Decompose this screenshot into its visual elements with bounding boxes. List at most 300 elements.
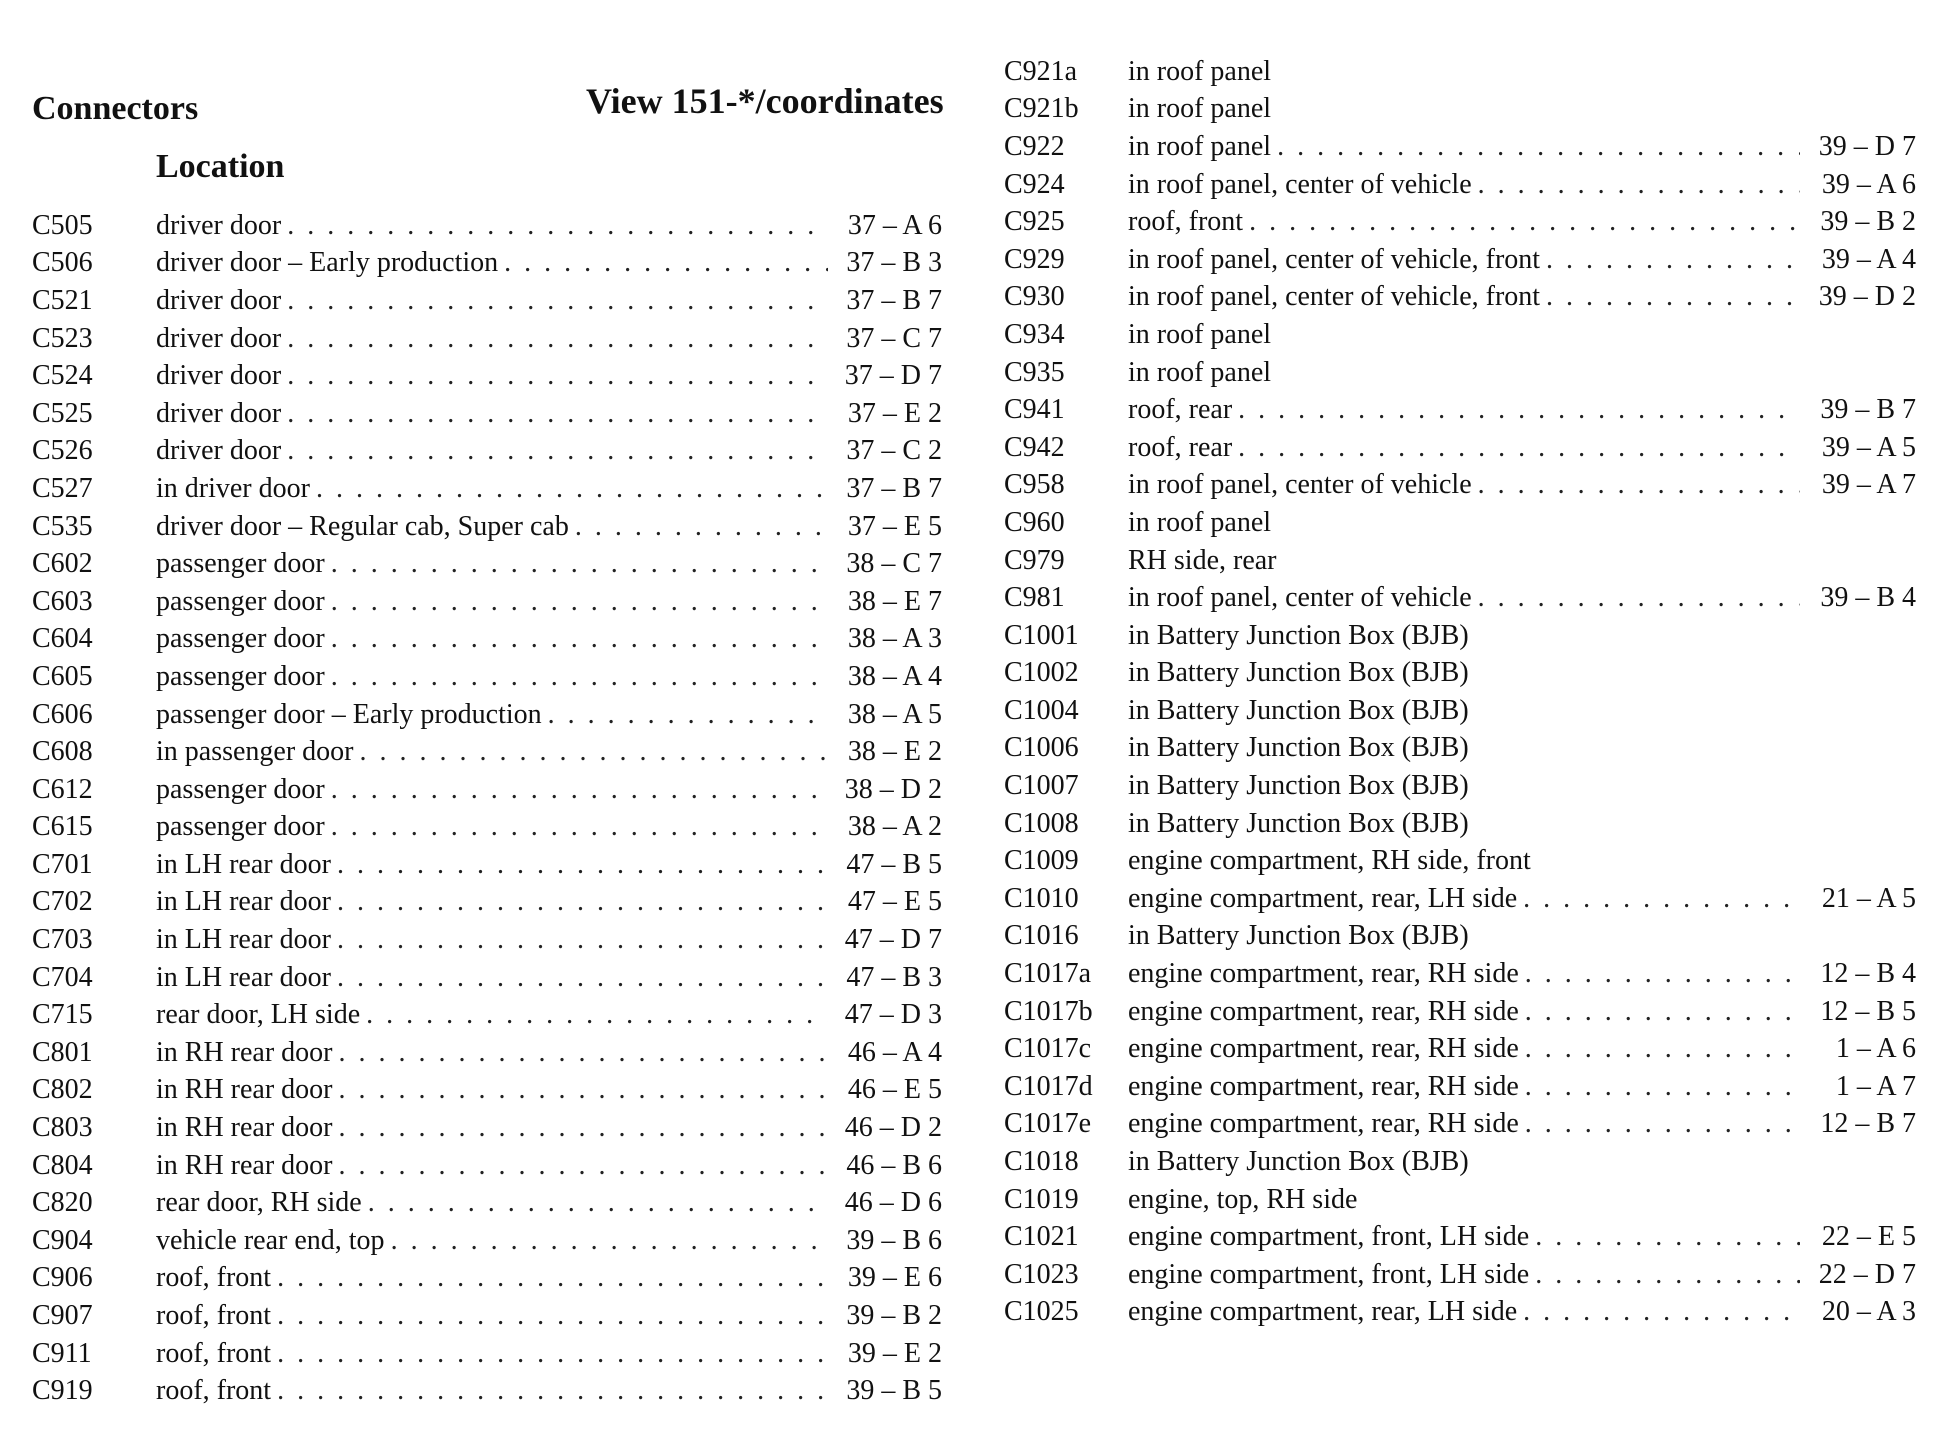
connector-location-cell: [1128, 620, 1806, 652]
section-title: Connectors: [32, 90, 199, 127]
connector-location-cell: [156, 586, 834, 618]
connector-location-cell: [1128, 1108, 1806, 1140]
connector-location-cell: [156, 774, 834, 806]
connector-row: [1004, 467, 1916, 505]
connector-row: [32, 282, 942, 320]
connector-location-cell: [1128, 657, 1806, 689]
dot-leader: [366, 999, 828, 1031]
connector-row: [32, 733, 942, 771]
connector-location-cell: [1128, 56, 1806, 88]
connector-row: [1004, 279, 1916, 317]
dot-leader: [331, 774, 828, 806]
connector-id: C1017d: [1004, 1070, 1093, 1102]
connector-row: [1004, 1181, 1916, 1219]
connector-location-cell: [156, 811, 834, 843]
dot-leader: [287, 435, 828, 467]
connector-location-cell: [1128, 1259, 1806, 1291]
connector-id: C1006: [1004, 732, 1079, 764]
connector-location: driver door: [156, 435, 282, 467]
connector-id: C1008: [1004, 807, 1079, 839]
connector-row: [1004, 354, 1916, 392]
connector-coordinate: 38 – D 2: [844, 773, 942, 805]
connector-row: [1004, 53, 1916, 91]
dot-leader: [1249, 206, 1800, 238]
connector-id: C527: [32, 472, 93, 504]
connector-id: C960: [1004, 506, 1065, 538]
connector-row: [1004, 391, 1916, 429]
connector-row: [1004, 993, 1916, 1031]
connector-coordinate: 46 – D 2: [844, 1112, 942, 1144]
dot-leader: [1523, 883, 1800, 915]
dot-leader: [277, 1300, 828, 1332]
connector-coordinate: 38 – C 7: [846, 548, 942, 580]
connector-id: C941: [1004, 394, 1065, 426]
connector-id: C606: [32, 698, 93, 730]
connector-row: [1004, 842, 1916, 880]
connector-row: [32, 809, 942, 847]
connector-row: [32, 1260, 942, 1298]
connector-location-cell: [156, 699, 834, 731]
connector-coordinate: 39 – B 4: [1820, 582, 1916, 614]
connector-id: C929: [1004, 243, 1065, 275]
connector-location: in LH rear door: [156, 848, 331, 880]
connector-id: C1001: [1004, 619, 1079, 651]
dot-leader: [337, 924, 828, 956]
connector-location: in roof panel: [1128, 506, 1272, 538]
connector-list-left: [32, 207, 942, 1410]
connector-location-cell: [156, 323, 834, 355]
connector-id: C523: [32, 322, 93, 354]
connector-row: [32, 1297, 942, 1335]
connector-list-right: [1004, 53, 1916, 1331]
connector-location: passenger door: [156, 811, 325, 843]
connector-row: [1004, 692, 1916, 730]
connector-id: C526: [32, 435, 93, 467]
connector-location: in Battery Junction Box (BJB): [1128, 732, 1469, 764]
dot-leader: [331, 548, 828, 580]
connector-id: C1007: [1004, 770, 1079, 802]
connector-location-cell: [156, 1338, 834, 1370]
connector-location-cell: [1128, 996, 1806, 1028]
dot-leader: [277, 1262, 828, 1294]
connector-row: [1004, 166, 1916, 204]
connector-id: C979: [1004, 544, 1065, 576]
connector-location: in Battery Junction Box (BJB): [1128, 694, 1469, 726]
dot-leader: [1546, 281, 1800, 313]
connector-location: passenger door: [156, 585, 325, 617]
connector-location: in Battery Junction Box (BJB): [1128, 770, 1469, 802]
dot-leader: [1478, 582, 1800, 614]
connector-location: in roof panel: [1128, 318, 1272, 350]
connector-coordinate: 39 – D 7: [1818, 130, 1916, 162]
dot-leader: [1277, 131, 1800, 163]
connector-coordinate: 39 – A 5: [1821, 431, 1916, 463]
connector-row: [1004, 241, 1916, 279]
connector-location: engine compartment, rear, RH side: [1128, 1033, 1519, 1065]
connector-coordinate: 37 – E 2: [847, 397, 942, 429]
connector-id: C703: [32, 924, 93, 956]
connector-id: C1025: [1004, 1296, 1079, 1328]
connector-id: C1010: [1004, 882, 1079, 914]
connector-coordinate: 38 – A 2: [847, 811, 942, 843]
dot-leader: [1525, 1033, 1800, 1065]
connector-row: [1004, 504, 1916, 542]
connector-coordinate: 39 – A 7: [1821, 469, 1916, 501]
connector-location-cell: [1128, 958, 1806, 990]
connector-id: C958: [1004, 469, 1065, 501]
connector-coordinate: 39 – B 2: [846, 1300, 942, 1332]
connector-row: [32, 470, 942, 508]
connector-location-cell: [156, 1037, 834, 1069]
connector-id: C701: [32, 848, 93, 880]
connector-location-cell: [156, 1074, 834, 1106]
connector-coordinate: 37 – B 3: [846, 247, 942, 279]
dot-leader: [368, 1187, 828, 1219]
connector-id: C608: [32, 736, 93, 768]
connector-location-cell: [156, 1187, 834, 1219]
dot-leader: [504, 247, 828, 279]
connector-row: [32, 884, 942, 922]
connector-row: [1004, 1143, 1916, 1181]
connector-location: roof, rear: [1128, 394, 1233, 426]
connector-id: C919: [32, 1375, 93, 1407]
connector-id: C981: [1004, 582, 1065, 614]
dot-leader: [1525, 1108, 1800, 1140]
connector-location-cell: [156, 247, 834, 279]
connector-location-cell: [156, 398, 834, 430]
connector-id: C820: [32, 1187, 93, 1219]
connector-row: [32, 959, 942, 997]
dot-leader: [331, 586, 828, 618]
connector-id: C930: [1004, 281, 1065, 313]
connector-location: driver door – Early production: [156, 247, 499, 279]
connector-row: [1004, 767, 1916, 805]
connector-id: C535: [32, 510, 93, 542]
connector-row: [32, 1072, 942, 1110]
connector-location-cell: [1128, 432, 1806, 464]
connector-location: in RH rear door: [156, 1149, 333, 1181]
connector-location-cell: [1128, 281, 1806, 313]
connector-location-cell: [1128, 357, 1806, 389]
connector-location: in LH rear door: [156, 924, 331, 956]
connector-coordinate: 46 – B 6: [846, 1149, 942, 1181]
connector-location: engine compartment, rear, RH side: [1128, 995, 1519, 1027]
connector-location: driver door: [156, 322, 282, 354]
connector-location: passenger door: [156, 773, 325, 805]
connector-location-cell: [1128, 1146, 1806, 1178]
connector-location: roof, front: [1128, 206, 1244, 238]
connector-location-cell: [156, 435, 834, 467]
connector-location: engine compartment, rear, RH side: [1128, 958, 1519, 990]
connector-location-cell: [156, 548, 834, 580]
connector-coordinate: 37 – D 7: [844, 360, 942, 392]
connector-location-cell: [156, 924, 834, 956]
connector-row: [1004, 579, 1916, 617]
dot-leader: [1535, 1259, 1800, 1291]
connector-location-cell: [1128, 319, 1806, 351]
connector-coordinate: 37 – A 6: [847, 209, 942, 241]
connector-id: C524: [32, 360, 93, 392]
connector-id: C907: [32, 1300, 93, 1332]
connector-row: [1004, 1294, 1916, 1332]
connector-coordinate: 37 – B 7: [846, 284, 942, 316]
connector-row: [1004, 316, 1916, 354]
connector-row: [32, 545, 942, 583]
connector-row: [32, 320, 942, 358]
connector-id: C911: [32, 1337, 92, 1369]
connector-location-cell: [156, 210, 834, 242]
connector-location-cell: [156, 999, 834, 1031]
connector-coordinate: 22 – E 5: [1821, 1221, 1916, 1253]
connector-row: [32, 1335, 942, 1373]
connector-location: rear door, LH side: [156, 999, 361, 1031]
connector-row: [32, 1222, 942, 1260]
connector-location-cell: [156, 849, 834, 881]
connector-row: [32, 621, 942, 659]
connector-row: [1004, 1030, 1916, 1068]
connector-id: C1016: [1004, 920, 1079, 952]
connector-coordinate: 39 – B 7: [1820, 394, 1916, 426]
connector-id: C615: [32, 811, 93, 843]
connector-coordinate: 37 – B 7: [846, 472, 942, 504]
dot-leader: [575, 511, 828, 543]
dot-leader: [1546, 244, 1800, 276]
connector-row: [1004, 730, 1916, 768]
connector-coordinate: 12 – B 4: [1820, 958, 1916, 990]
connector-location: passenger door: [156, 548, 325, 580]
connector-location-cell: [1128, 507, 1806, 539]
connector-location-cell: [1128, 1184, 1806, 1216]
connector-location-cell: [156, 661, 834, 693]
connector-id: C602: [32, 548, 93, 580]
dot-leader: [331, 623, 828, 655]
connector-location: engine compartment, rear, LH side: [1128, 1296, 1518, 1328]
connector-location-cell: [156, 1300, 834, 1332]
connector-id: C1009: [1004, 845, 1079, 877]
connector-row: [1004, 429, 1916, 467]
connector-location: in passenger door: [156, 736, 354, 768]
connector-location: rear door, RH side: [156, 1187, 362, 1219]
connector-coordinate: 38 – A 5: [847, 698, 942, 730]
connector-id: C942: [1004, 431, 1065, 463]
connector-location: engine compartment, RH side, front: [1128, 845, 1531, 877]
connector-coordinate: 20 – A 3: [1821, 1296, 1916, 1328]
connector-coordinate: 46 – A 4: [847, 1036, 942, 1068]
connector-id: C906: [32, 1262, 93, 1294]
connector-id: C603: [32, 585, 93, 617]
connector-row: [32, 996, 942, 1034]
connector-location-cell: [1128, 394, 1806, 426]
connector-location: in roof panel, center of vehicle: [1128, 469, 1472, 501]
dot-leader: [339, 1074, 828, 1106]
connector-id: C802: [32, 1074, 93, 1106]
connector-row: [1004, 1068, 1916, 1106]
connector-location-cell: [156, 1375, 834, 1407]
connector-location: roof, front: [156, 1337, 272, 1369]
connector-location: in RH rear door: [156, 1036, 333, 1068]
connector-location: in Battery Junction Box (BJB): [1128, 807, 1469, 839]
dot-leader: [548, 699, 828, 731]
connector-row: [1004, 918, 1916, 956]
connector-coordinate: 46 – D 6: [844, 1187, 942, 1219]
connector-location-cell: [1128, 131, 1806, 163]
connector-location: in Battery Junction Box (BJB): [1128, 657, 1469, 689]
connector-location-cell: [1128, 1033, 1806, 1065]
connector-id: C801: [32, 1036, 93, 1068]
connector-id: C924: [1004, 168, 1065, 200]
connector-coordinate: 38 – A 4: [847, 660, 942, 692]
connector-coordinate: 37 – C 2: [846, 435, 942, 467]
connector-location-cell: [156, 1112, 834, 1144]
connector-location-cell: [1128, 770, 1806, 802]
connector-row: [32, 245, 942, 283]
connector-location-cell: [1128, 732, 1806, 764]
connector-coordinate: 39 – A 6: [1821, 168, 1916, 200]
dot-leader: [1523, 1296, 1800, 1328]
connector-location: in roof panel: [1128, 93, 1272, 125]
connector-location-cell: [1128, 206, 1806, 238]
connector-location: roof, rear: [1128, 431, 1233, 463]
connector-id: C525: [32, 397, 93, 429]
connector-location-cell: [156, 962, 834, 994]
dot-leader: [337, 962, 828, 994]
connector-row: [32, 583, 942, 621]
connector-id: C1017c: [1004, 1033, 1092, 1065]
dot-leader: [1535, 1221, 1800, 1253]
dot-leader: [337, 886, 828, 918]
connector-row: [32, 508, 942, 546]
connector-id: C505: [32, 209, 93, 241]
connector-row: [32, 433, 942, 471]
connector-row: [1004, 1256, 1916, 1294]
connector-location-cell: [1128, 93, 1806, 125]
connector-location-cell: [156, 1225, 834, 1257]
connector-coordinate: 21 – A 5: [1821, 882, 1916, 914]
dot-leader: [337, 849, 828, 881]
connector-id: C922: [1004, 130, 1065, 162]
connector-coordinate: 39 – A 4: [1821, 243, 1916, 275]
connector-id: C1002: [1004, 657, 1079, 689]
dot-leader: [287, 360, 828, 392]
connector-location-cell: [1128, 1296, 1806, 1328]
connector-id: C715: [32, 999, 93, 1031]
connector-coordinate: 39 – B 6: [846, 1224, 942, 1256]
connector-location-cell: [1128, 545, 1806, 577]
connector-coordinate: 1 – A 7: [1835, 1070, 1916, 1102]
connector-row: [1004, 805, 1916, 843]
connector-row: [32, 658, 942, 696]
dot-leader: [339, 1150, 828, 1182]
connector-location-cell: [156, 360, 834, 392]
connector-location-cell: [1128, 808, 1806, 840]
connector-row: [32, 696, 942, 734]
connector-row: [1004, 655, 1916, 693]
dot-leader: [331, 811, 828, 843]
connector-location: engine compartment, rear, RH side: [1128, 1070, 1519, 1102]
connector-location: engine compartment, front, LH side: [1128, 1258, 1530, 1290]
connector-location: RH side, rear: [1128, 544, 1277, 576]
connector-id: C803: [32, 1112, 93, 1144]
connector-location: in roof panel, center of vehicle, front: [1128, 243, 1541, 275]
connector-location: in Battery Junction Box (BJB): [1128, 619, 1469, 651]
connector-coordinate: 39 – B 5: [846, 1375, 942, 1407]
connector-location-cell: [156, 886, 834, 918]
connector-location-cell: [1128, 582, 1806, 614]
connector-id: C702: [32, 886, 93, 918]
connector-location: in Battery Junction Box (BJB): [1128, 1146, 1469, 1178]
connector-row: [32, 1147, 942, 1185]
connector-row: [1004, 880, 1916, 918]
connector-row: [1004, 542, 1916, 580]
dot-leader: [1238, 432, 1800, 464]
connector-row: [32, 207, 942, 245]
connector-id: C605: [32, 660, 93, 692]
connector-location: engine compartment, rear, LH side: [1128, 882, 1518, 914]
dot-leader: [316, 473, 828, 505]
connector-location: passenger door: [156, 623, 325, 655]
connector-id: C925: [1004, 206, 1065, 238]
connector-coordinate: 38 – E 7: [847, 585, 942, 617]
connector-row: [32, 357, 942, 395]
connector-location: in RH rear door: [156, 1112, 333, 1144]
connector-row: [1004, 1106, 1916, 1144]
dot-leader: [1525, 1071, 1800, 1103]
connector-id: C921b: [1004, 93, 1079, 125]
connector-location-cell: [1128, 1221, 1806, 1253]
connector-row: [32, 395, 942, 433]
connector-id: C904: [32, 1224, 93, 1256]
connector-coordinate: 37 – E 5: [847, 510, 942, 542]
connector-row: [32, 1034, 942, 1072]
connector-location: in roof panel: [1128, 356, 1272, 388]
dot-leader: [1478, 469, 1800, 501]
connector-id: C521: [32, 284, 93, 316]
connector-location-cell: [156, 736, 834, 768]
connector-location: engine, top, RH side: [1128, 1183, 1358, 1215]
dot-leader: [339, 1037, 828, 1069]
connector-id: C921a: [1004, 55, 1078, 87]
dot-leader: [287, 323, 828, 355]
connector-id: C1017e: [1004, 1108, 1092, 1140]
connector-location: roof, front: [156, 1262, 272, 1294]
connector-location-cell: [1128, 469, 1806, 501]
connector-location: roof, front: [156, 1300, 272, 1332]
connector-row: [32, 846, 942, 884]
connector-location-cell: [1128, 1071, 1806, 1103]
connector-location: driver door: [156, 397, 282, 429]
connector-location: in RH rear door: [156, 1074, 333, 1106]
dot-leader: [277, 1338, 828, 1370]
dot-leader: [360, 736, 828, 768]
connector-coordinate: 47 – D 3: [844, 999, 942, 1031]
connector-coordinate: 38 – E 2: [847, 736, 942, 768]
connector-coordinate: 22 – D 7: [1818, 1258, 1916, 1290]
dot-leader: [277, 1375, 828, 1407]
connector-id: C934: [1004, 318, 1065, 350]
connector-location-cell: [156, 285, 834, 317]
connector-location: engine compartment, front, LH side: [1128, 1221, 1530, 1253]
connector-id: C1018: [1004, 1146, 1079, 1178]
connector-row: [32, 1109, 942, 1147]
connector-row: [1004, 1218, 1916, 1256]
connector-location-cell: [1128, 920, 1806, 952]
connector-row: [32, 921, 942, 959]
connector-id: C1019: [1004, 1183, 1079, 1215]
connector-coordinate: 47 – E 5: [847, 886, 942, 918]
connector-row: [1004, 203, 1916, 241]
connector-location-cell: [156, 473, 834, 505]
connector-coordinate: 39 – E 2: [847, 1337, 942, 1369]
